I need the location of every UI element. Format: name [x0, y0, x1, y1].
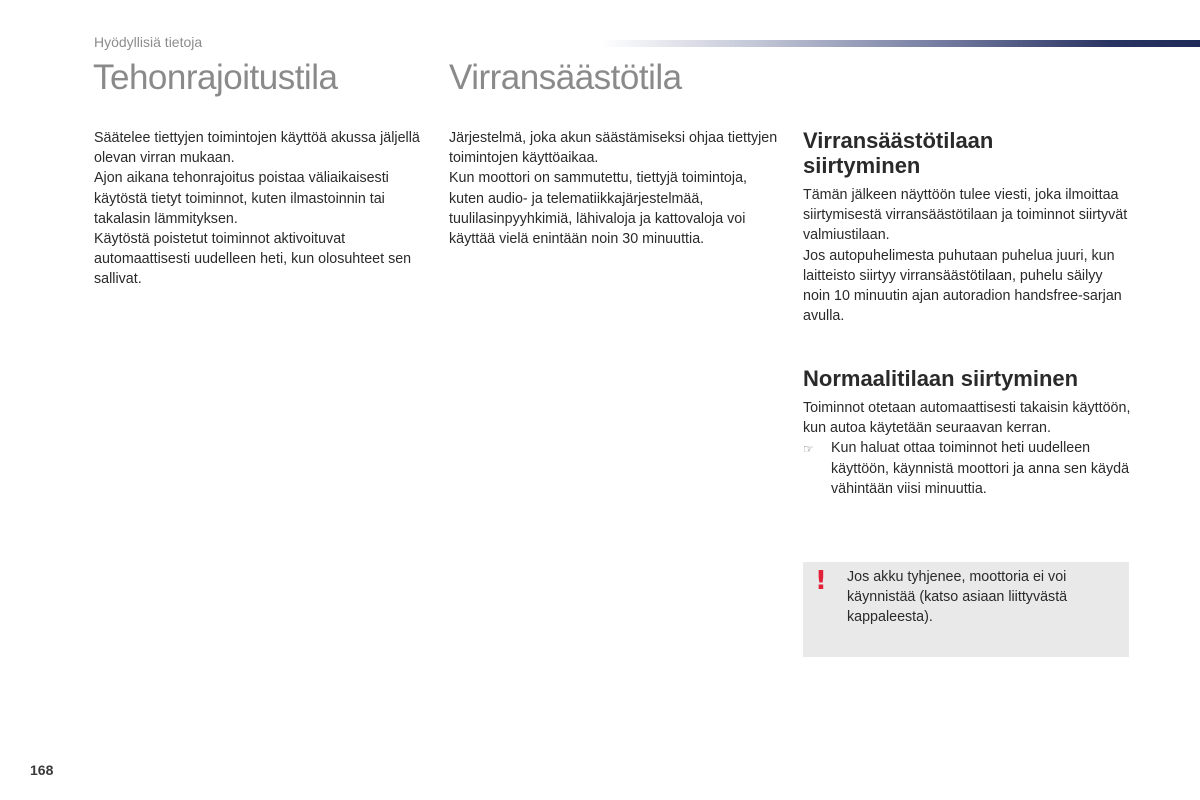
- running-header: Hyödyllisiä tietoja: [94, 34, 203, 50]
- pointing-hand-icon: ☞: [803, 442, 814, 457]
- warning-box: [803, 562, 1129, 657]
- paragraph: Tämän jälkeen näyttöön tulee viesti, joka ilmoittaa siirtymisestä virransäästötilaan ja toiminnot siirtyvät valmiustilaan.: [803, 187, 1128, 244]
- paragraph: Säätelee tiettyjen toimintojen käyttöä akussa jäljellä olevan virran mukaan.: [94, 130, 420, 167]
- energy-saving-description: [449, 128, 779, 249]
- page-number: 168: [30, 762, 54, 778]
- bullet-item: [803, 438, 1131, 499]
- paragraph: Jos autopuhelimesta puhutaan puhelua juuri, kun laitteisto siirtyy virransäästötilaan, puhelu säilyy noin 10 minuutin ajan autoradion handsfree-sarjan avulla.: [803, 247, 1122, 325]
- exclamation-icon: !: [815, 566, 827, 596]
- returning-normal-mode-text: [803, 398, 1131, 499]
- paragraph: Kun moottori on sammutettu, tiettyjä toimintoja, kuten audio- ja telematiikkajärjestelmää, tuulilasinpyyhkimiä, lähivaloja ja kattovaloja voi käyttää vielä enintään noin 30 minuuttia.: [449, 170, 747, 248]
- title-energy-saving-mode: Virransäästötila: [449, 58, 682, 97]
- bullet-text: Kun haluat ottaa toiminnot heti uudelleen käyttöön, käynnistä moottori ja anna sen käydä vähintään viisi minuuttia.: [831, 440, 1130, 497]
- title-power-limit-mode: Tehonrajoitustila: [93, 58, 338, 97]
- power-limit-description: [94, 128, 424, 290]
- heading-returning-normal-mode: Normaalitilaan siirtyminen: [803, 366, 1079, 391]
- warning-text: Jos akku tyhjenee, moottoria ei voi käynnistää (katso asiaan liittyvästä kappaleesta).: [847, 569, 1068, 626]
- paragraph: Ajon aikana tehonrajoitus poistaa väliaikaisesti käytöstä tietyt toiminnot, kuten ilmastoinnin tai takalasin lämmityksen.: [94, 170, 389, 227]
- paragraph: Käytöstä poistetut toiminnot aktivoituvat automaattisesti uudelleen heti, kun olosuhteet sen sallivat.: [94, 231, 412, 288]
- heading-entering-energy-saving: Virransäästötilaan siirtyminen: [803, 128, 994, 178]
- header-gradient-bar: [600, 40, 1200, 47]
- paragraph: Toiminnot otetaan automaattisesti takaisin käyttöön, kun autoa käytetään seuraavan kerran.: [803, 400, 1131, 437]
- entering-energy-saving-text: [803, 185, 1131, 326]
- paragraph: Järjestelmä, joka akun säästämiseksi ohjaa tiettyjen toimintojen käyttöaikaa.: [449, 130, 778, 167]
